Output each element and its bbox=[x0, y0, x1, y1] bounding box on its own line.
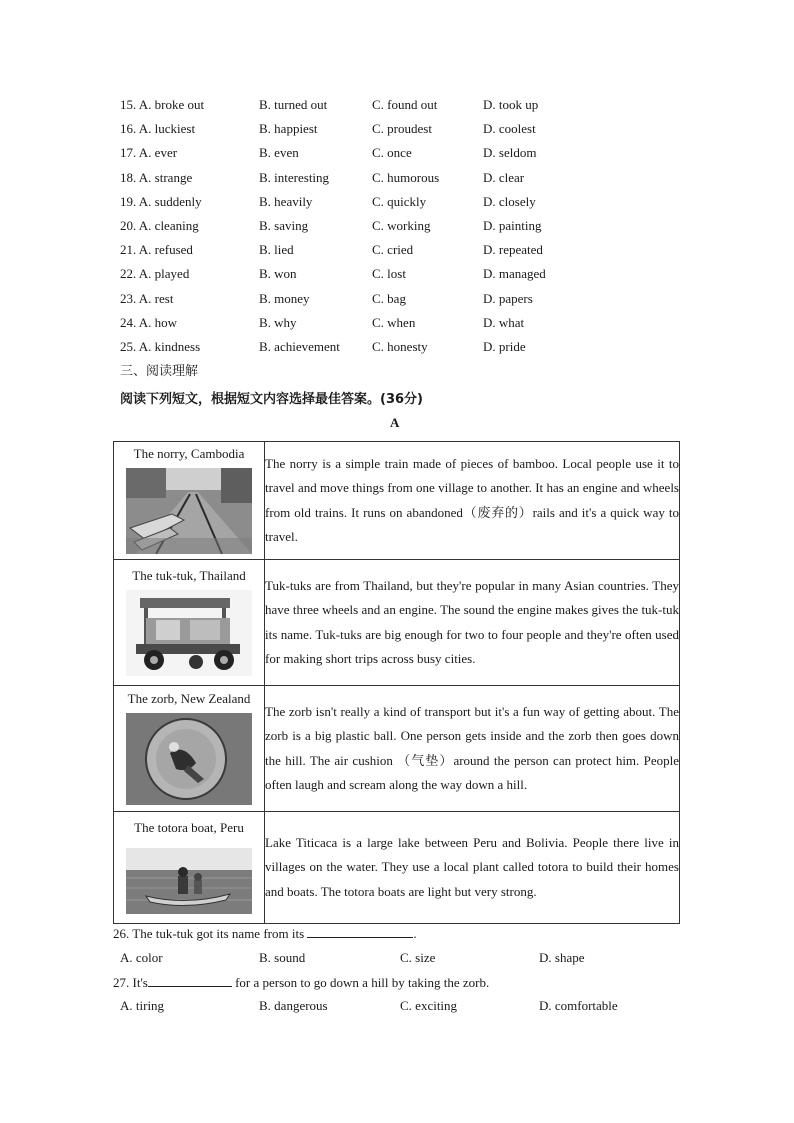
table-cell-text: Tuk-tuks are from Thailand, but they're popular in many Asian countries. They have three wheels and an engine. The sound the engine makes gives the tuk-tuk its name. Tuk-tuks are big enough for two to four people and they're often used for making short trips across busy cities. bbox=[265, 560, 680, 686]
table-cell-image bbox=[114, 812, 265, 924]
option-d[interactable]: D. clear bbox=[483, 169, 525, 185]
option-b[interactable]: B. lied bbox=[259, 242, 294, 258]
table-row bbox=[114, 560, 680, 686]
option-a[interactable]: 24. A. how bbox=[120, 314, 178, 330]
zorb-photo-icon bbox=[126, 713, 252, 805]
option-row bbox=[120, 291, 680, 311]
option-a[interactable]: 21. A. refused bbox=[120, 242, 193, 258]
option-a[interactable]: 17. A. ever bbox=[120, 145, 178, 161]
table-cell-image bbox=[114, 686, 265, 812]
option-c[interactable]: C. honesty bbox=[372, 339, 428, 354]
option-a[interactable]: 16. A. luckiest bbox=[120, 121, 196, 137]
norry-photo-icon bbox=[126, 468, 252, 554]
option-d[interactable]: D. painting bbox=[483, 218, 542, 233]
option-row bbox=[120, 170, 680, 190]
totora-boat-photo-icon bbox=[126, 848, 252, 914]
question-27-stem-pre: 27. It's bbox=[113, 975, 148, 990]
place-label: The zorb, New Zealand bbox=[127, 690, 251, 706]
place-label: The totora boat, Peru bbox=[134, 819, 244, 835]
option-a[interactable]: 15. A. broke out bbox=[120, 97, 205, 112]
table-cell-image bbox=[114, 442, 265, 560]
answer-blank[interactable] bbox=[307, 925, 413, 938]
option-b[interactable]: B. saving bbox=[259, 218, 309, 233]
question-26-options bbox=[120, 950, 680, 970]
place-label: The norry, Cambodia bbox=[133, 445, 245, 461]
section-title: 三、阅读理解 bbox=[120, 364, 199, 379]
option-c[interactable]: C. working bbox=[372, 218, 431, 233]
option-c[interactable]: C. found out bbox=[372, 97, 438, 112]
option-d[interactable]: D. repeated bbox=[483, 242, 543, 258]
option-a[interactable]: 18. A. strange bbox=[120, 169, 193, 185]
option-row bbox=[120, 121, 680, 141]
option-d[interactable]: D. closely bbox=[483, 193, 536, 209]
option-c[interactable]: C. humorous bbox=[372, 169, 440, 185]
option-c[interactable]: C. lost bbox=[372, 266, 406, 282]
option-b[interactable]: B. even bbox=[259, 145, 299, 161]
question-27-stem-post: for a person to go down a hill by taking the zorb. bbox=[235, 975, 490, 990]
option-a[interactable]: 25. A. kindness bbox=[120, 339, 201, 354]
table-row bbox=[114, 812, 680, 924]
option-d[interactable]: D. papers bbox=[483, 290, 533, 306]
table-cell-image bbox=[114, 560, 265, 686]
option-b[interactable]: B. happiest bbox=[259, 121, 318, 137]
option-c[interactable]: C. quickly bbox=[372, 193, 427, 209]
option-c[interactable]: C. size bbox=[400, 950, 436, 965]
option-b[interactable]: B. interesting bbox=[259, 169, 330, 185]
option-a[interactable]: A. tiring bbox=[120, 998, 165, 1013]
option-c[interactable]: C. exciting bbox=[400, 998, 458, 1013]
option-c[interactable]: C. when bbox=[372, 314, 416, 330]
transport-table bbox=[113, 441, 680, 924]
option-row bbox=[120, 339, 680, 359]
answer-blank[interactable] bbox=[148, 974, 232, 987]
option-c[interactable]: C. cried bbox=[372, 242, 414, 258]
option-c[interactable]: C. proudest bbox=[372, 121, 432, 137]
option-b[interactable]: B. why bbox=[259, 314, 297, 330]
option-b[interactable]: B. achievement bbox=[259, 339, 340, 354]
option-d[interactable]: D. took up bbox=[483, 97, 539, 112]
option-a[interactable]: 19. A. suddenly bbox=[120, 193, 202, 209]
option-d[interactable]: D. what bbox=[483, 314, 525, 330]
option-row bbox=[120, 97, 680, 117]
option-d[interactable]: D. managed bbox=[483, 266, 546, 282]
option-row bbox=[120, 218, 680, 238]
option-row bbox=[120, 242, 680, 262]
question-27-options bbox=[120, 998, 680, 1018]
option-row bbox=[120, 315, 680, 335]
passage-label: A bbox=[390, 415, 400, 430]
option-d[interactable]: D. comfortable bbox=[539, 998, 618, 1013]
option-b[interactable]: B. sound bbox=[259, 950, 306, 965]
question-26-stem: 26. The tuk-tuk got its name from its bbox=[113, 926, 305, 941]
option-d[interactable]: D. pride bbox=[483, 339, 526, 354]
question-26 bbox=[113, 925, 417, 942]
option-row bbox=[120, 266, 680, 286]
place-label: The tuk-tuk, Thailand bbox=[132, 567, 246, 583]
table-cell-text: Lake Titicaca is a large lake between Peru and Bolivia. People there live in villages on the water. They use a local plant called totora to build their homes and boats. The totora boats are light but very strong. bbox=[265, 812, 680, 924]
option-b[interactable]: B. dangerous bbox=[259, 998, 328, 1013]
option-b[interactable]: B. heavily bbox=[259, 193, 313, 209]
option-c[interactable]: C. once bbox=[372, 145, 412, 161]
question-27 bbox=[113, 974, 489, 991]
option-d[interactable]: D. seldom bbox=[483, 145, 537, 161]
option-a[interactable]: 23. A. rest bbox=[120, 290, 174, 306]
option-b[interactable]: B. won bbox=[259, 266, 297, 282]
option-d[interactable]: D. shape bbox=[539, 950, 585, 965]
question-26-end: . bbox=[413, 926, 417, 941]
option-row bbox=[120, 194, 680, 214]
option-a[interactable]: 20. A. cleaning bbox=[120, 218, 199, 233]
tuk-tuk-photo-icon bbox=[126, 590, 252, 676]
table-cell-text: The zorb isn't really a kind of transport but it's a fun way of getting about. The zorb is a big plastic ball. One person gets inside and the zorb then goes down the hill. The air cushion （气垫）around the person can protect him. People often laugh and scream along the way down a hill. bbox=[265, 686, 680, 812]
option-b[interactable]: B. money bbox=[259, 290, 310, 306]
option-row bbox=[120, 145, 680, 165]
instruction: 阅读下列短文，根据短文内容选择最佳答案。(36分) bbox=[120, 392, 423, 407]
option-d[interactable]: D. coolest bbox=[483, 121, 536, 137]
option-c[interactable]: C. bag bbox=[372, 290, 406, 306]
table-row bbox=[114, 686, 680, 812]
option-a[interactable]: A. color bbox=[120, 950, 163, 965]
option-a[interactable]: 22. A. played bbox=[120, 266, 190, 282]
table-row bbox=[114, 442, 680, 560]
table-cell-text: The norry is a simple train made of pieces of bamboo. Local people use it to travel and move things from one village to another. It has an engine and wheels from old trains. It runs on abandoned（废弃的）rails and it's a quick way to travel. bbox=[265, 442, 680, 560]
option-b[interactable]: B. turned out bbox=[259, 97, 328, 112]
